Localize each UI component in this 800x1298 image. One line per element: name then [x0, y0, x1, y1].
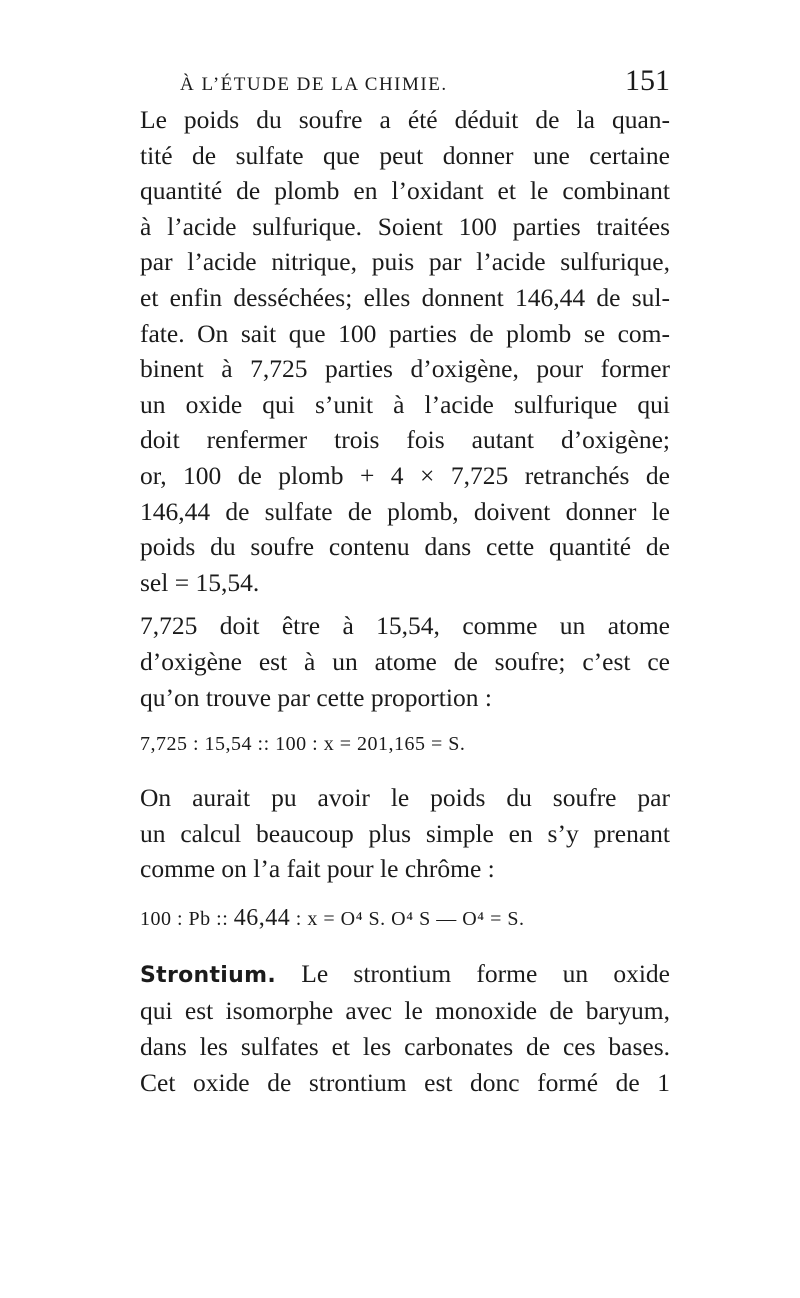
text-line: comme on l’a fait pour le chrôme : [140, 854, 495, 884]
book-page [140, 62, 670, 1100]
paragraph-strontium [140, 956, 670, 1100]
text-line: 146,44 de sulfate de plomb, doivent donner le [140, 496, 670, 526]
section-title: Strontium. [140, 962, 276, 988]
text-line: or, 100 de plomb + 4 × 7,725 retranchés de [140, 460, 670, 490]
running-header [140, 62, 670, 102]
formula-part: 100 : Pb :: [140, 907, 234, 930]
text-line: d’oxigène est à un atome de soufre; c’est ce [140, 646, 670, 676]
text-fragment: Le strontium forme un oxide [276, 958, 670, 988]
page-number: 151 [625, 64, 670, 97]
text-line: fate. On sait que 100 parties de plomb se com- [140, 318, 670, 348]
text-line: poids du soufre contenu dans cette quantité de [140, 532, 670, 562]
paragraph-atom-ratio [140, 608, 670, 715]
text-line: 7,725 doit être à 15,54, comme un atome [140, 611, 670, 641]
paragraph-sulfur-weight [140, 102, 670, 600]
text-line: dans les sulfates et les carbonates de ces bases. [140, 1032, 670, 1062]
text-line: On aurait pu avoir le poids du soufre par [140, 783, 670, 813]
text-line: un oxide qui s’unit à l’acide sulfurique qui [140, 389, 670, 419]
text-line: tité de sulfate que peut donner une certaine [140, 140, 670, 170]
formula-part: : x = O⁴ S. O⁴ S — O⁴ = S. [290, 907, 525, 930]
running-title: À L’ÉTUDE DE LA CHIMIE. [180, 74, 448, 95]
text-line: binent à 7,725 parties d’oxigène, pour former [140, 354, 670, 384]
text-line [140, 956, 670, 994]
text-line: Cet oxide de strontium est donc formé de 1 [140, 1067, 670, 1097]
text-line: par l’acide nitrique, puis par l’acide sulfurique, [140, 247, 670, 277]
text-line: Le poids du soufre a été déduit de la quan- [140, 105, 670, 134]
paragraph-simpler-calculation [140, 780, 670, 887]
text-line: doit renfermer trois fois autant d’oxigène; [140, 425, 670, 455]
text-line: un calcul beaucoup plus simple en s’y prenant [140, 818, 670, 848]
text-line: sel = 15,54. [140, 567, 260, 597]
formula-sulfur-proportion: 7,725 : 15,54 :: 100 : x = 201,165 = S. [140, 733, 466, 756]
formula-chrome-method [140, 905, 670, 932]
text-line: qu’on trouve par cette proportion : [140, 682, 492, 712]
text-line: et enfin desséchées; elles donnent 146,44 de sul- [140, 282, 670, 312]
text-line: quantité de plomb en l’oxidant et le combinant [140, 176, 670, 206]
formula-value: 46,44 [233, 904, 291, 931]
text-line: à l’acide sulfurique. Soient 100 parties traitées [140, 211, 670, 241]
text-line: qui est isomorphe avec le monoxide de baryum, [140, 996, 670, 1026]
